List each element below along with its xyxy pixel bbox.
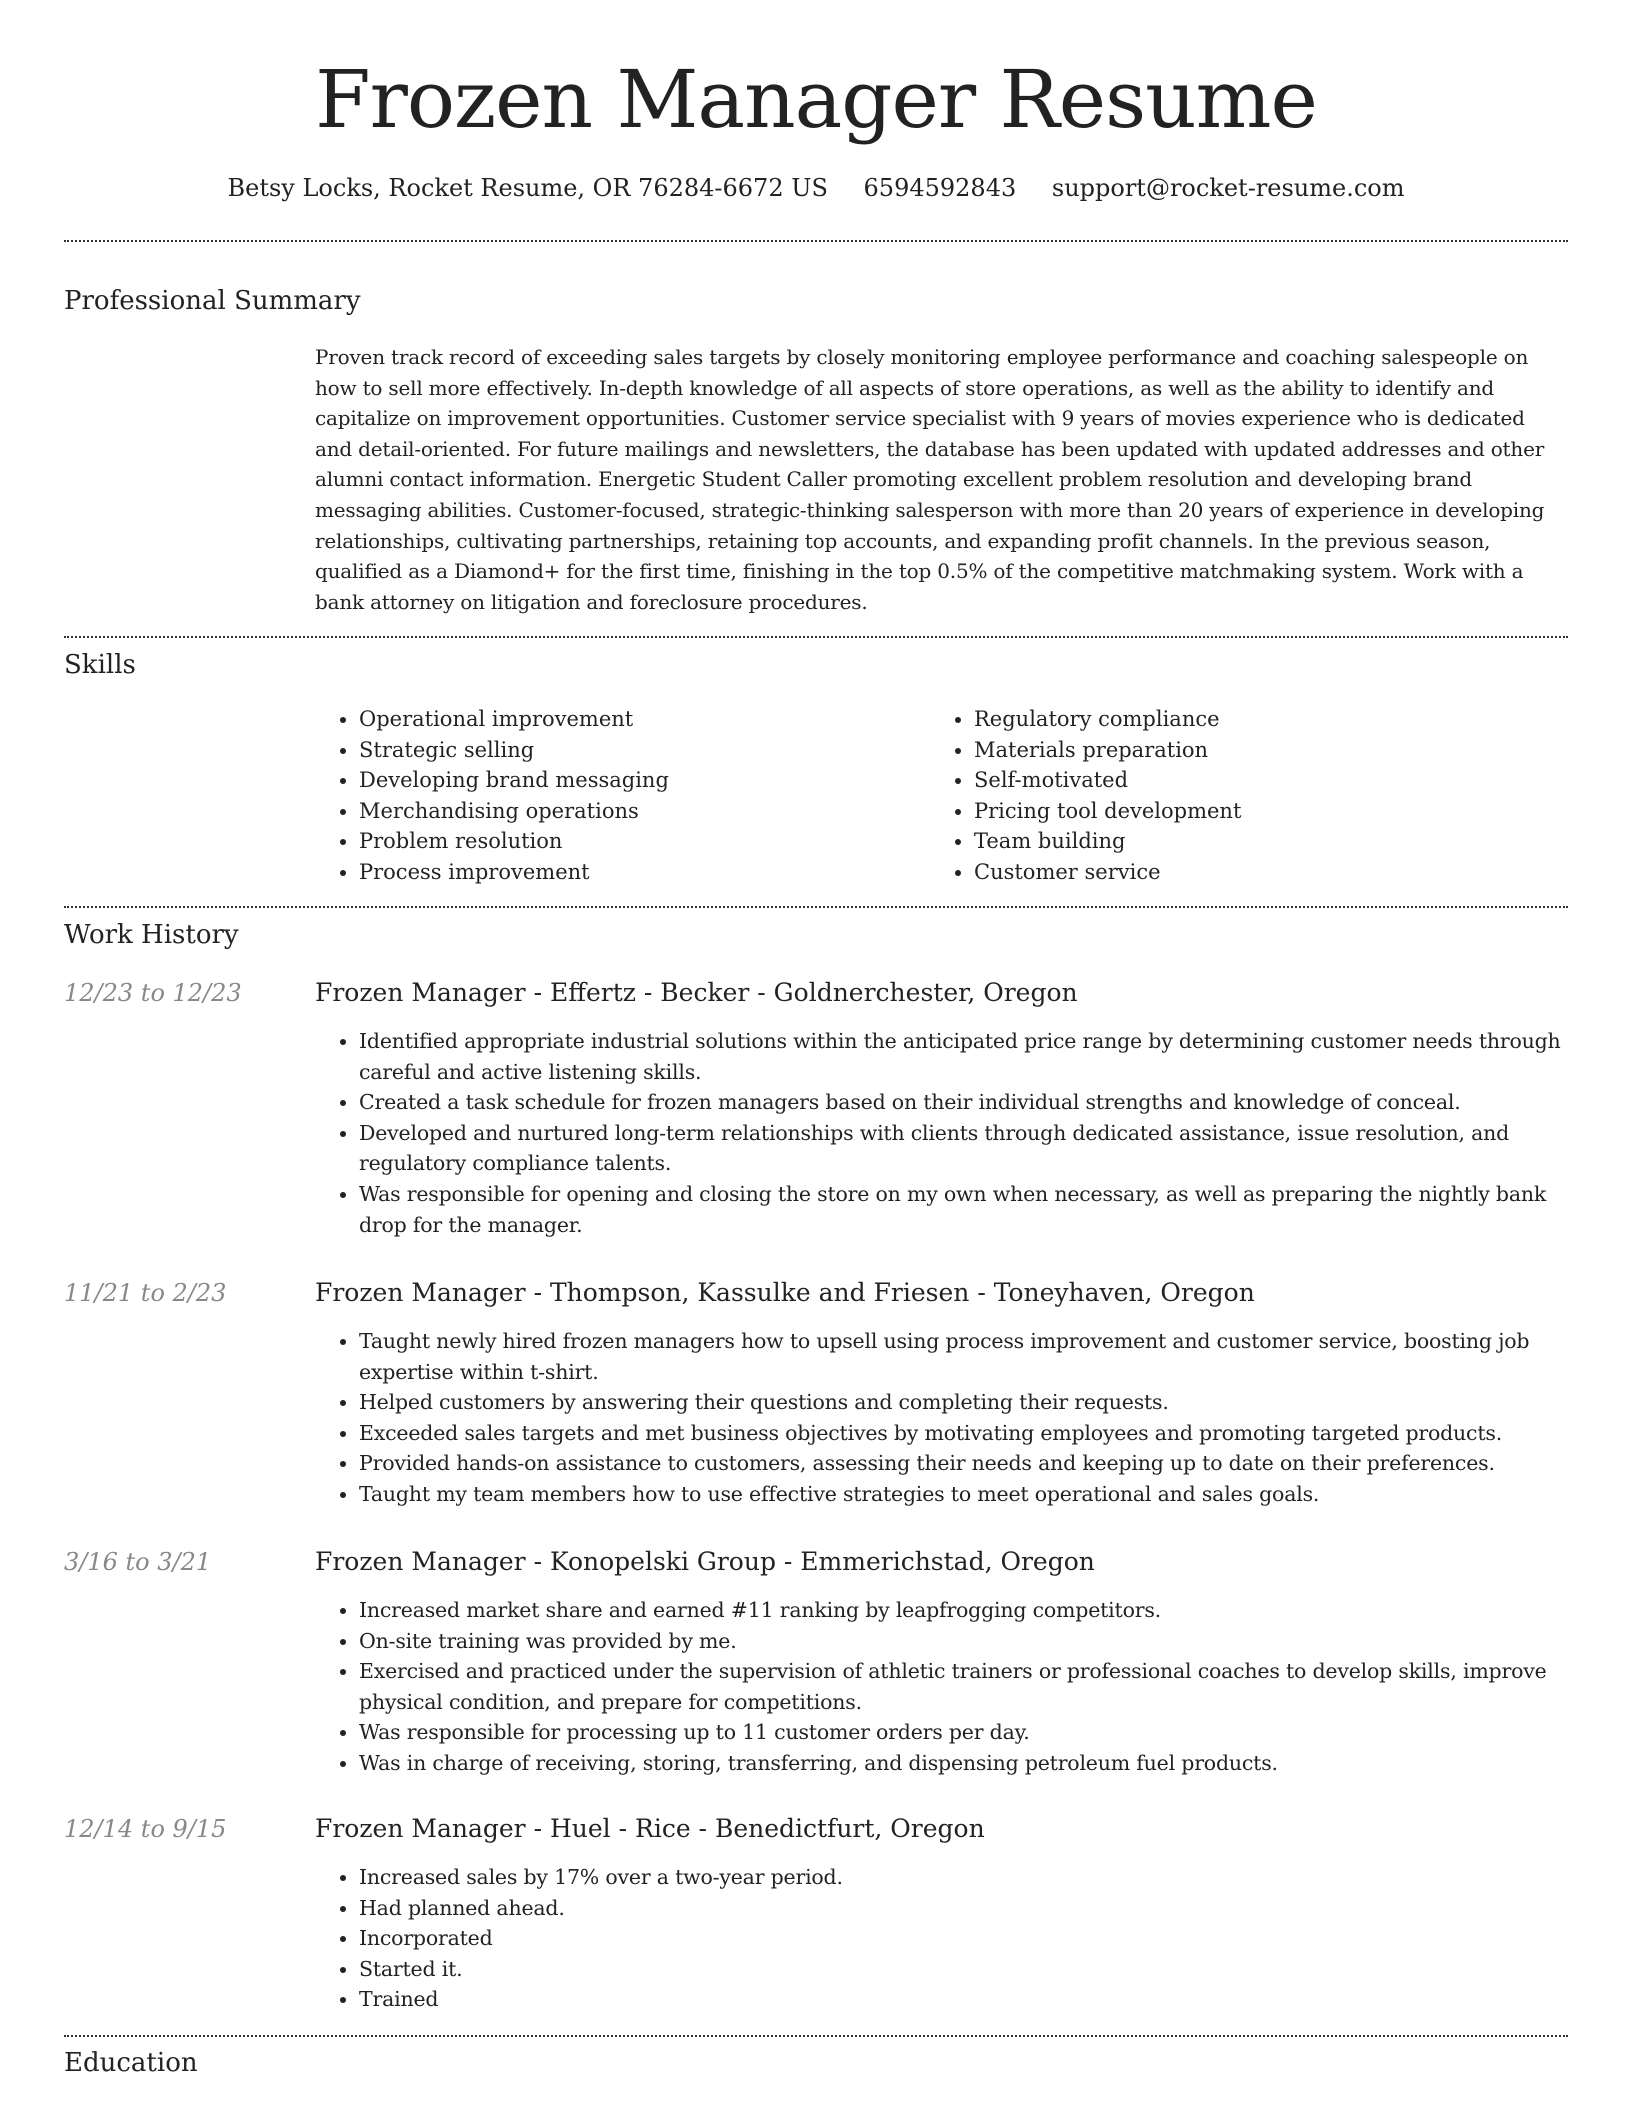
contact-address: Betsy Locks, Rocket Resume, OR 76284-6672 US (227, 174, 828, 202)
job-bullet: • Incorporated (359, 1923, 1565, 1954)
summary-heading: Professional Summary (64, 286, 361, 316)
skill-item: • Customer service (974, 857, 1530, 888)
job-bullet: • Taught my team members how to use effective strategies to meet operational and sales goals. (359, 1479, 1565, 1510)
job-bullets (315, 1595, 1565, 1779)
job-bullet: • Trained (359, 1984, 1565, 2015)
skill-item: • Problem resolution (359, 826, 915, 857)
divider (64, 2035, 1568, 2037)
divider (64, 636, 1568, 638)
job-bullets (315, 1326, 1565, 1510)
skill-item: • Team building (974, 826, 1530, 857)
skills-heading: Skills (64, 650, 136, 680)
job-title: Frozen Manager - Thompson, Kassulke and Friesen - Toneyhaven, Oregon (315, 1278, 1255, 1307)
skill-item: • Operational improvement (359, 704, 915, 735)
contact-email: support@rocket-resume.com (1051, 174, 1405, 202)
job-bullet: • Created a task schedule for frozen managers based on their individual strengths and knowledge of conceal. (359, 1087, 1565, 1118)
divider (64, 240, 1568, 242)
skill-item: • Pricing tool development (974, 796, 1530, 827)
job-bullet: • Was responsible for processing up to 11 customer orders per day. (359, 1717, 1565, 1748)
contact-phone: 6594592843 (863, 174, 1017, 202)
job-bullet: • Exercised and practiced under the supervision of athletic trainers or professional coaches to develop skills, improve physical condition, and prepare for competitions. (359, 1656, 1565, 1717)
job-bullet: • Was in charge of receiving, storing, transferring, and dispensing petroleum fuel products. (359, 1748, 1565, 1779)
job-dates: 12/14 to 9/15 (64, 1815, 227, 1843)
job-dates: 11/21 to 2/23 (64, 1279, 227, 1307)
job-title: Frozen Manager - Konopelski Group - Emmerichstad, Oregon (315, 1547, 1095, 1576)
resume-title: Frozen Manager Resume (315, 53, 1317, 146)
job-bullet: • Identified appropriate industrial solutions within the anticipated price range by determining customer needs through careful and active listening skills. (359, 1026, 1565, 1087)
work-heading: Work History (64, 920, 239, 950)
skills-left-column (315, 704, 915, 888)
contact-line (0, 172, 1632, 204)
job-bullet: • Helped customers by answering their questions and completing their requests. (359, 1387, 1565, 1418)
job-bullet: • Had planned ahead. (359, 1893, 1565, 1924)
skills-right-column (930, 704, 1530, 888)
job-bullet: • Provided hands-on assistance to customers, assessing their needs and keeping up to date on their preferences. (359, 1448, 1565, 1479)
job-bullet: • Was responsible for opening and closing the store on my own when necessary, as well as preparing the nightly bank drop for the manager. (359, 1179, 1565, 1240)
job-dates: 3/16 to 3/21 (64, 1548, 212, 1576)
skill-item: • Merchandising operations (359, 796, 915, 827)
job-title: Frozen Manager - Effertz - Becker - Goldnerchester, Oregon (315, 978, 1078, 1007)
job-bullets (315, 1026, 1565, 1240)
job-bullets (315, 1862, 1565, 2015)
job-dates: 12/23 to 12/23 (64, 979, 242, 1007)
skill-item: • Developing brand messaging (359, 765, 915, 796)
skill-item: • Self-motivated (974, 765, 1530, 796)
job-bullet: • Increased market share and earned #11 ranking by leapfrogging competitors. (359, 1595, 1565, 1626)
divider (64, 906, 1568, 908)
job-bullet: • On-site training was provided by me. (359, 1626, 1565, 1657)
summary-text: Proven track record of exceeding sales targets by closely monitoring employee performance and coaching salespeople on how to sell more effectively. In-depth knowledge of all aspects of store operations, as well as the ability to identify and capitalize on improvement opportunities. Customer service specialist with 9 years of movies experience who is dedicated and detail-oriented. For future mailings and newsletters, the database has been updated with updated addresses and other alumni contact information. Energetic Student Caller promoting excellent problem resolution and developing brand messaging abilities. Customer-focused, strategic-thinking salesperson with more than 20 years of experience in developing relationships, cultivating partnerships, retaining top accounts, and expanding profit channels. In the previous season, qualified as a Diamond+ for the first time, finishing in the top 0.5% of the competitive matchmaking system. Work with a bank attorney on litigation and foreclosure procedures. (315, 345, 1545, 614)
job-bullet: • Increased sales by 17% over a two-year period. (359, 1862, 1565, 1893)
education-heading: Education (64, 2048, 198, 2078)
job-title: Frozen Manager - Huel - Rice - Benedictfurt, Oregon (315, 1814, 985, 1843)
skill-item: • Regulatory compliance (974, 704, 1530, 735)
job-bullet: • Developed and nurtured long-term relationships with clients through dedicated assistance, issue resolution, and regulatory compliance talents. (359, 1118, 1565, 1179)
skill-item: • Materials preparation (974, 735, 1530, 766)
skill-item: • Process improvement (359, 857, 915, 888)
job-bullet: • Started it. (359, 1954, 1565, 1985)
skill-item: • Strategic selling (359, 735, 915, 766)
job-bullet: • Exceeded sales targets and met business objectives by motivating employees and promoting targeted products. (359, 1418, 1565, 1449)
job-bullet: • Taught newly hired frozen managers how to upsell using process improvement and customer service, boosting job expertise within t-shirt. (359, 1326, 1565, 1387)
